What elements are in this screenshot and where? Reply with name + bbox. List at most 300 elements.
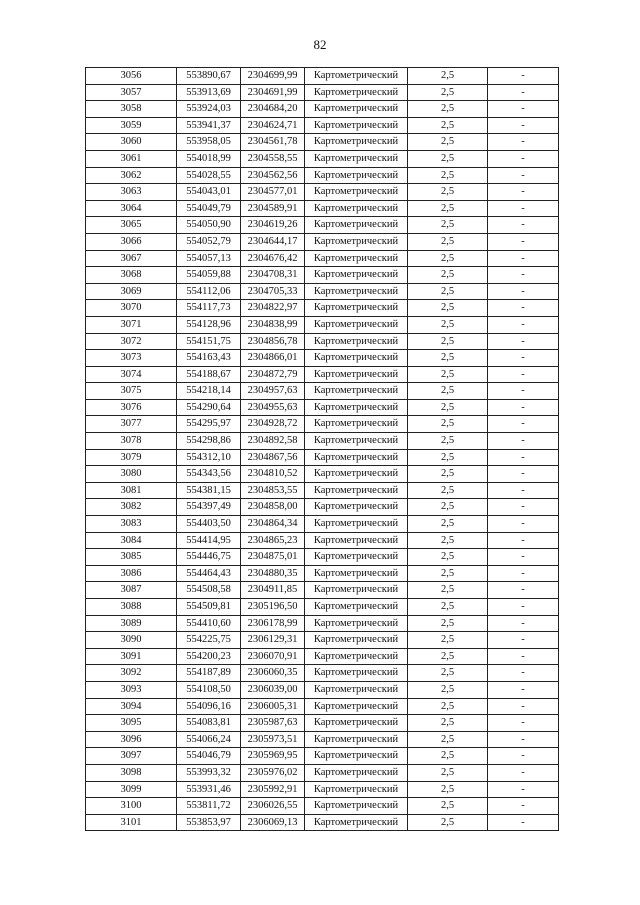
description-cell: - [488, 68, 559, 85]
description-cell: - [488, 798, 559, 815]
y-coordinate-cell: 2306026,55 [241, 798, 305, 815]
x-coordinate-cell: 554057,13 [177, 250, 241, 267]
method-cell: Картометрический [305, 217, 408, 234]
accuracy-cell: 2,5 [408, 250, 488, 267]
table-row [86, 798, 559, 815]
x-coordinate-cell: 554096,16 [177, 698, 241, 715]
x-coordinate-cell: 554343,56 [177, 466, 241, 483]
y-coordinate-cell: 2304589,91 [241, 200, 305, 217]
accuracy-cell: 2,5 [408, 715, 488, 732]
x-coordinate-cell: 554187,89 [177, 665, 241, 682]
method-cell: Картометрический [305, 731, 408, 748]
accuracy-cell: 2,5 [408, 599, 488, 616]
x-coordinate-cell: 554117,73 [177, 300, 241, 317]
y-coordinate-cell: 2306039,00 [241, 681, 305, 698]
point-number-cell: 3079 [86, 449, 177, 466]
y-coordinate-cell: 2304872,79 [241, 366, 305, 383]
table-row [86, 449, 559, 466]
accuracy-cell: 2,5 [408, 814, 488, 831]
method-cell: Картометрический [305, 267, 408, 284]
method-cell: Картометрический [305, 632, 408, 649]
method-cell: Картометрический [305, 134, 408, 151]
point-number-cell: 3099 [86, 781, 177, 798]
y-coordinate-cell: 2304867,56 [241, 449, 305, 466]
point-number-cell: 3061 [86, 150, 177, 167]
x-coordinate-cell: 554049,79 [177, 200, 241, 217]
table-row [86, 217, 559, 234]
table-row [86, 399, 559, 416]
accuracy-cell: 2,5 [408, 648, 488, 665]
x-coordinate-cell: 554397,49 [177, 499, 241, 516]
method-cell: Картометрический [305, 449, 408, 466]
table-row [86, 433, 559, 450]
description-cell: - [488, 549, 559, 566]
table-row [86, 101, 559, 118]
description-cell: - [488, 217, 559, 234]
description-cell: - [488, 582, 559, 599]
x-coordinate-cell: 554083,81 [177, 715, 241, 732]
method-cell: Картометрический [305, 150, 408, 167]
point-number-cell: 3092 [86, 665, 177, 682]
table-row [86, 333, 559, 350]
y-coordinate-cell: 2306178,99 [241, 615, 305, 632]
point-number-cell: 3089 [86, 615, 177, 632]
x-coordinate-cell: 553853,97 [177, 814, 241, 831]
accuracy-cell: 2,5 [408, 150, 488, 167]
accuracy-cell: 2,5 [408, 333, 488, 350]
table-row [86, 250, 559, 267]
y-coordinate-cell: 2304866,01 [241, 350, 305, 367]
description-cell: - [488, 316, 559, 333]
description-cell: - [488, 383, 559, 400]
table-row [86, 648, 559, 665]
method-cell: Картометрический [305, 399, 408, 416]
x-coordinate-cell: 554059,88 [177, 267, 241, 284]
method-cell: Картометрический [305, 781, 408, 798]
table-row [86, 200, 559, 217]
y-coordinate-cell: 2304955,63 [241, 399, 305, 416]
x-coordinate-cell: 554188,67 [177, 366, 241, 383]
point-number-cell: 3100 [86, 798, 177, 815]
description-cell: - [488, 781, 559, 798]
point-number-cell: 3062 [86, 167, 177, 184]
accuracy-cell: 2,5 [408, 615, 488, 632]
method-cell: Картометрический [305, 565, 408, 582]
point-number-cell: 3094 [86, 698, 177, 715]
description-cell: - [488, 117, 559, 134]
table-row [86, 84, 559, 101]
accuracy-cell: 2,5 [408, 366, 488, 383]
y-coordinate-cell: 2304562,56 [241, 167, 305, 184]
accuracy-cell: 2,5 [408, 84, 488, 101]
description-cell: - [488, 416, 559, 433]
table-row [86, 68, 559, 85]
point-number-cell: 3063 [86, 184, 177, 201]
method-cell: Картометрический [305, 549, 408, 566]
x-coordinate-cell: 554312,10 [177, 449, 241, 466]
method-cell: Картометрический [305, 117, 408, 134]
point-number-cell: 3086 [86, 565, 177, 582]
point-number-cell: 3088 [86, 599, 177, 616]
table-row [86, 516, 559, 533]
description-cell: - [488, 599, 559, 616]
accuracy-cell: 2,5 [408, 781, 488, 798]
x-coordinate-cell: 554403,50 [177, 516, 241, 533]
y-coordinate-cell: 2304691,99 [241, 84, 305, 101]
accuracy-cell: 2,5 [408, 681, 488, 698]
point-number-cell: 3096 [86, 731, 177, 748]
y-coordinate-cell: 2304558,55 [241, 150, 305, 167]
x-coordinate-cell: 553931,46 [177, 781, 241, 798]
accuracy-cell: 2,5 [408, 167, 488, 184]
description-cell: - [488, 333, 559, 350]
x-coordinate-cell: 553924,03 [177, 101, 241, 118]
description-cell: - [488, 764, 559, 781]
table-row [86, 781, 559, 798]
x-coordinate-cell: 554225,75 [177, 632, 241, 649]
point-number-cell: 3095 [86, 715, 177, 732]
coordinates-table-body [86, 68, 559, 831]
y-coordinate-cell: 2304810,52 [241, 466, 305, 483]
description-cell: - [488, 101, 559, 118]
table-row [86, 499, 559, 516]
y-coordinate-cell: 2304865,23 [241, 532, 305, 549]
x-coordinate-cell: 554410,60 [177, 615, 241, 632]
description-cell: - [488, 698, 559, 715]
point-number-cell: 3068 [86, 267, 177, 284]
x-coordinate-cell: 554290,64 [177, 399, 241, 416]
point-number-cell: 3059 [86, 117, 177, 134]
description-cell: - [488, 366, 559, 383]
table-row [86, 134, 559, 151]
table-row [86, 764, 559, 781]
description-cell: - [488, 84, 559, 101]
accuracy-cell: 2,5 [408, 267, 488, 284]
point-number-cell: 3081 [86, 482, 177, 499]
description-cell: - [488, 449, 559, 466]
method-cell: Картометрический [305, 665, 408, 682]
x-coordinate-cell: 554446,75 [177, 549, 241, 566]
y-coordinate-cell: 2304644,17 [241, 233, 305, 250]
method-cell: Картометрический [305, 84, 408, 101]
accuracy-cell: 2,5 [408, 217, 488, 234]
point-number-cell: 3083 [86, 516, 177, 533]
description-cell: - [488, 482, 559, 499]
x-coordinate-cell: 554108,50 [177, 681, 241, 698]
point-number-cell: 3076 [86, 399, 177, 416]
accuracy-cell: 2,5 [408, 300, 488, 317]
x-coordinate-cell: 554414,95 [177, 532, 241, 549]
description-cell: - [488, 150, 559, 167]
description-cell: - [488, 632, 559, 649]
x-coordinate-cell: 554381,15 [177, 482, 241, 499]
method-cell: Картометрический [305, 499, 408, 516]
description-cell: - [488, 532, 559, 549]
method-cell: Картометрический [305, 516, 408, 533]
accuracy-cell: 2,5 [408, 764, 488, 781]
point-number-cell: 3056 [86, 68, 177, 85]
point-number-cell: 3058 [86, 101, 177, 118]
x-coordinate-cell: 554018,99 [177, 150, 241, 167]
table-row [86, 416, 559, 433]
point-number-cell: 3069 [86, 283, 177, 300]
description-cell: - [488, 184, 559, 201]
point-number-cell: 3070 [86, 300, 177, 317]
method-cell: Картометрический [305, 532, 408, 549]
x-coordinate-cell: 553941,37 [177, 117, 241, 134]
description-cell: - [488, 665, 559, 682]
point-number-cell: 3064 [86, 200, 177, 217]
x-coordinate-cell: 554508,58 [177, 582, 241, 599]
y-coordinate-cell: 2305969,95 [241, 748, 305, 765]
table-row [86, 466, 559, 483]
table-row [86, 599, 559, 616]
x-coordinate-cell: 554043,01 [177, 184, 241, 201]
method-cell: Картометрический [305, 748, 408, 765]
accuracy-cell: 2,5 [408, 200, 488, 217]
table-row [86, 698, 559, 715]
accuracy-cell: 2,5 [408, 117, 488, 134]
point-number-cell: 3082 [86, 499, 177, 516]
x-coordinate-cell: 553890,67 [177, 68, 241, 85]
table-row [86, 117, 559, 134]
description-cell: - [488, 748, 559, 765]
table-row [86, 167, 559, 184]
description-cell: - [488, 516, 559, 533]
accuracy-cell: 2,5 [408, 731, 488, 748]
table-row [86, 615, 559, 632]
y-coordinate-cell: 2304875,01 [241, 549, 305, 566]
x-coordinate-cell: 554163,43 [177, 350, 241, 367]
accuracy-cell: 2,5 [408, 416, 488, 433]
description-cell: - [488, 283, 559, 300]
point-number-cell: 3071 [86, 316, 177, 333]
y-coordinate-cell: 2304853,55 [241, 482, 305, 499]
x-coordinate-cell: 554046,79 [177, 748, 241, 765]
y-coordinate-cell: 2304684,20 [241, 101, 305, 118]
table-row [86, 814, 559, 831]
point-number-cell: 3072 [86, 333, 177, 350]
method-cell: Картометрический [305, 698, 408, 715]
accuracy-cell: 2,5 [408, 632, 488, 649]
x-coordinate-cell: 554298,86 [177, 433, 241, 450]
point-number-cell: 3091 [86, 648, 177, 665]
table-row [86, 184, 559, 201]
method-cell: Картометрический [305, 433, 408, 450]
y-coordinate-cell: 2304822,97 [241, 300, 305, 317]
x-coordinate-cell: 554128,96 [177, 316, 241, 333]
table-row [86, 482, 559, 499]
description-cell: - [488, 731, 559, 748]
y-coordinate-cell: 2304928,72 [241, 416, 305, 433]
description-cell: - [488, 715, 559, 732]
y-coordinate-cell: 2306060,35 [241, 665, 305, 682]
method-cell: Картометрический [305, 300, 408, 317]
y-coordinate-cell: 2304577,01 [241, 184, 305, 201]
method-cell: Картометрический [305, 416, 408, 433]
method-cell: Картометрический [305, 366, 408, 383]
method-cell: Картометрический [305, 101, 408, 118]
method-cell: Картометрический [305, 715, 408, 732]
accuracy-cell: 2,5 [408, 499, 488, 516]
point-number-cell: 3097 [86, 748, 177, 765]
point-number-cell: 3065 [86, 217, 177, 234]
y-coordinate-cell: 2305196,50 [241, 599, 305, 616]
accuracy-cell: 2,5 [408, 698, 488, 715]
accuracy-cell: 2,5 [408, 399, 488, 416]
x-coordinate-cell: 554050,90 [177, 217, 241, 234]
x-coordinate-cell: 554464,43 [177, 565, 241, 582]
accuracy-cell: 2,5 [408, 68, 488, 85]
table-row [86, 549, 559, 566]
table-row [86, 350, 559, 367]
point-number-cell: 3066 [86, 233, 177, 250]
y-coordinate-cell: 2305987,63 [241, 715, 305, 732]
description-cell: - [488, 648, 559, 665]
description-cell: - [488, 250, 559, 267]
accuracy-cell: 2,5 [408, 433, 488, 450]
point-number-cell: 3067 [86, 250, 177, 267]
x-coordinate-cell: 554112,06 [177, 283, 241, 300]
x-coordinate-cell: 553993,32 [177, 764, 241, 781]
method-cell: Картометрический [305, 68, 408, 85]
y-coordinate-cell: 2305992,91 [241, 781, 305, 798]
point-number-cell: 3077 [86, 416, 177, 433]
table-row [86, 316, 559, 333]
method-cell: Картометрический [305, 648, 408, 665]
point-number-cell: 3093 [86, 681, 177, 698]
x-coordinate-cell: 554151,75 [177, 333, 241, 350]
point-number-cell: 3075 [86, 383, 177, 400]
accuracy-cell: 2,5 [408, 665, 488, 682]
accuracy-cell: 2,5 [408, 449, 488, 466]
y-coordinate-cell: 2306069,13 [241, 814, 305, 831]
x-coordinate-cell: 554200,23 [177, 648, 241, 665]
accuracy-cell: 2,5 [408, 283, 488, 300]
method-cell: Картометрический [305, 250, 408, 267]
y-coordinate-cell: 2306005,31 [241, 698, 305, 715]
accuracy-cell: 2,5 [408, 466, 488, 483]
point-number-cell: 3078 [86, 433, 177, 450]
x-coordinate-cell: 554509,81 [177, 599, 241, 616]
table-row [86, 582, 559, 599]
description-cell: - [488, 134, 559, 151]
accuracy-cell: 2,5 [408, 383, 488, 400]
y-coordinate-cell: 2304892,58 [241, 433, 305, 450]
x-coordinate-cell: 553913,69 [177, 84, 241, 101]
point-number-cell: 3073 [86, 350, 177, 367]
y-coordinate-cell: 2304911,85 [241, 582, 305, 599]
description-cell: - [488, 167, 559, 184]
table-row [86, 532, 559, 549]
description-cell: - [488, 433, 559, 450]
table-row [86, 383, 559, 400]
method-cell: Картометрический [305, 200, 408, 217]
table-row [86, 300, 559, 317]
accuracy-cell: 2,5 [408, 134, 488, 151]
y-coordinate-cell: 2304880,35 [241, 565, 305, 582]
y-coordinate-cell: 2304708,31 [241, 267, 305, 284]
point-number-cell: 3087 [86, 582, 177, 599]
method-cell: Картометрический [305, 233, 408, 250]
accuracy-cell: 2,5 [408, 316, 488, 333]
x-coordinate-cell: 554028,55 [177, 167, 241, 184]
y-coordinate-cell: 2304838,99 [241, 316, 305, 333]
description-cell: - [488, 267, 559, 284]
accuracy-cell: 2,5 [408, 184, 488, 201]
method-cell: Картометрический [305, 333, 408, 350]
accuracy-cell: 2,5 [408, 798, 488, 815]
method-cell: Картометрический [305, 814, 408, 831]
page-number: 82 [313, 37, 327, 52]
description-cell: - [488, 681, 559, 698]
point-number-cell: 3060 [86, 134, 177, 151]
method-cell: Картометрический [305, 184, 408, 201]
method-cell: Картометрический [305, 350, 408, 367]
y-coordinate-cell: 2305976,02 [241, 764, 305, 781]
accuracy-cell: 2,5 [408, 532, 488, 549]
point-number-cell: 3074 [86, 366, 177, 383]
x-coordinate-cell: 554295,97 [177, 416, 241, 433]
table-row [86, 681, 559, 698]
y-coordinate-cell: 2304957,63 [241, 383, 305, 400]
description-cell: - [488, 615, 559, 632]
point-number-cell: 3057 [86, 84, 177, 101]
accuracy-cell: 2,5 [408, 233, 488, 250]
table-row [86, 748, 559, 765]
method-cell: Картометрический [305, 681, 408, 698]
method-cell: Картометрический [305, 764, 408, 781]
point-number-cell: 3090 [86, 632, 177, 649]
description-cell: - [488, 300, 559, 317]
table-row [86, 715, 559, 732]
description-cell: - [488, 399, 559, 416]
method-cell: Картометрический [305, 466, 408, 483]
accuracy-cell: 2,5 [408, 516, 488, 533]
accuracy-cell: 2,5 [408, 748, 488, 765]
y-coordinate-cell: 2304624,71 [241, 117, 305, 134]
description-cell: - [488, 350, 559, 367]
y-coordinate-cell: 2304699,99 [241, 68, 305, 85]
table-row [86, 283, 559, 300]
method-cell: Картометрический [305, 798, 408, 815]
method-cell: Картометрический [305, 316, 408, 333]
method-cell: Картометрический [305, 615, 408, 632]
point-number-cell: 3101 [86, 814, 177, 831]
table-row [86, 665, 559, 682]
method-cell: Картометрический [305, 582, 408, 599]
table-row [86, 233, 559, 250]
point-number-cell: 3084 [86, 532, 177, 549]
accuracy-cell: 2,5 [408, 482, 488, 499]
description-cell: - [488, 200, 559, 217]
description-cell: - [488, 466, 559, 483]
description-cell: - [488, 499, 559, 516]
method-cell: Картометрический [305, 383, 408, 400]
y-coordinate-cell: 2306129,31 [241, 632, 305, 649]
y-coordinate-cell: 2306070,91 [241, 648, 305, 665]
accuracy-cell: 2,5 [408, 582, 488, 599]
y-coordinate-cell: 2304864,34 [241, 516, 305, 533]
y-coordinate-cell: 2304561,78 [241, 134, 305, 151]
accuracy-cell: 2,5 [408, 565, 488, 582]
point-number-cell: 3080 [86, 466, 177, 483]
description-cell: - [488, 565, 559, 582]
table-row [86, 731, 559, 748]
point-number-cell: 3098 [86, 764, 177, 781]
accuracy-cell: 2,5 [408, 549, 488, 566]
y-coordinate-cell: 2304676,42 [241, 250, 305, 267]
